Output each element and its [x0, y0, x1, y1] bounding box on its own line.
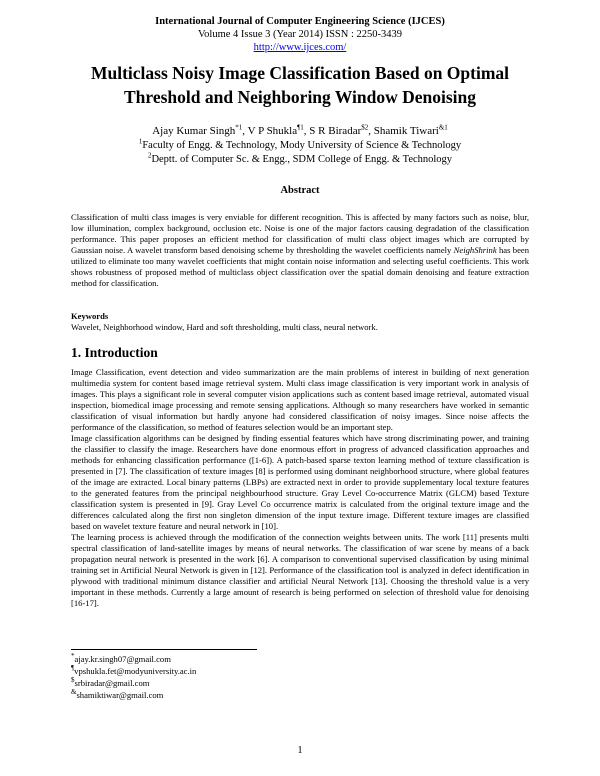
author-4-mark: &1 — [438, 123, 448, 132]
footnote-3-email: srbiradar@gmail.com — [74, 678, 150, 688]
author-4: Shamik Tiwari — [373, 125, 439, 137]
footnote-2 — [71, 666, 196, 677]
journal-volume: Volume 4 Issue 3 (Year 2014) ISSN : 2250-3439 — [197, 29, 403, 40]
author-2-mark: ¶1 — [297, 123, 304, 132]
page-number: 1 — [297, 745, 303, 756]
title-line-2: Threshold and Neighboring Window Denoising — [123, 87, 477, 107]
footnote-3-mark: $ — [71, 676, 75, 685]
journal-url-link[interactable]: http://www.ijces.com/ — [253, 42, 347, 53]
author-3-mark: $2 — [361, 123, 369, 132]
affiliation-1-mark: 1 — [138, 137, 143, 146]
footnote-1-email: ajay.kr.singh07@gmail.com — [74, 654, 171, 664]
footnote-4-mark: & — [71, 688, 77, 697]
footnote-divider — [71, 649, 257, 650]
abstract-heading: Abstract — [280, 185, 320, 196]
keywords-text: Wavelet, Neighborhood window, Hard and soft thresholding, multi class, neural network. — [71, 322, 378, 332]
author-1-mark: *1 — [235, 123, 243, 132]
author-list: Ajay Kumar Singh$^{*1}$, V P Shukla$^{\P 1}$, S R Biradar$^{\$2}$, Shamik Tiwari$^{\&1}$ — [152, 123, 448, 137]
affiliation-1-text: Faculty of Engg. & Technology, Mody University of Science & Technology — [142, 140, 462, 151]
introduction-body — [71, 367, 529, 609]
abstract-text — [71, 212, 529, 289]
footnote-3 — [71, 678, 149, 689]
intro-paragraph-3: The learning process is achieved through the modification of the connection weights between units. The work [11] presents multi spectral classification of land-satellite images by means of neural networks. The classification of war scene by means of a back propagation neural network is presented in the work [6]. A comparison to conventional supervised classification by using minimal training set in Artificial Neural Network is given in [12]. Performance of the classification tool is analyzed in defect identification in plywood with traditional minimum distance classifier and artificial Neural Network [13]. Choosing the threshold value is a very important in these methods. Currently a large amount of research is being performed on selection of threshold value for denoising [16-17]. — [71, 532, 529, 608]
keywords-heading: Keywords — [71, 311, 109, 321]
footnote-1-mark: * — [71, 652, 75, 661]
author-2: V P Shukla — [247, 125, 298, 137]
affiliation-1 — [0, 137, 600, 151]
affiliation-2 — [0, 151, 600, 165]
title-line-1: Multiclass Noisy Image Classification Based on Optimal — [90, 63, 510, 83]
affiliation-2-mark: 2 — [147, 151, 152, 160]
journal-url-line — [0, 42, 600, 53]
author-1: Ajay Kumar Singh — [152, 125, 236, 137]
author-3: S R Biradar — [309, 125, 362, 137]
footnote-2-mark: ¶ — [71, 664, 75, 673]
footnote-2-email: vpshukla.fet@modyuniversity.ac.in — [74, 666, 197, 676]
section-heading-introduction: 1. Introduction — [71, 345, 158, 360]
abstract-text-part-2: has been utilized to eliminate too many wavelet coefficients that might contain noise information and selecting useful coefficients. This work shows robustness of proposed method of multiclass object classification over the spatial domain denoising and feature extraction method for classification. — [71, 245, 529, 288]
intro-paragraph-1: Image Classification, event detection and video summarization are the main problems of interest in building of next generation multimedia system for content based image retrieval system. Multi class image classification is very important work in analysis of images. This plays a significant role in several computer vision applications such as content based image retrieval, automated visual inspection, biomedical image processing and remote sensing applications. Although so many researchers have worked in semantic classification of visual information but hardly anyone had considered classification of noisy images. Since noise affects the performance of the classification, so method of features selection would be an important step. — [71, 367, 529, 432]
abstract-text-part-1: Classification of multi class images is very enviable for different recognition. This is affected by many factors such as noise, blur, low illumination, complex background, occlusion etc. Noise is one of the major factors causing degradation of the classification performance. This paper proposes an efficient method for classification of multi class object images which are corrupted by Gaussian noise. A wavelet transform based denoising scheme by thresholding the wavelet coefficients namely — [71, 212, 529, 255]
journal-name: International Journal of Computer Engineering Science (IJCES) — [155, 16, 445, 27]
intro-paragraph-2: Image classification algorithms can be designed by finding essential features which have strong discriminating power, and training the classifier to classify the image. Researchers have done enormous effort in progress of advanced classification approaches and methods for enhancing classification performance ([1-6]). A patch-based sparse texton learning method of texture classification is presented in [7]. The classification of texture images [8] is performed using dominant neighborhood structure, where global features of the image are extracted. Local binary patterns (LBPs) are extracted next in order to provide supplementary local texture features to the generated features from the principal neighbourhood structure. Gray Level Co-occurrence Matrix (GLCM) based Texture classification system is presented in [9]. Gray Level Co occurrence matrix is calculated from the original texture image and the differences calculated along the first non singleton dimension of the input texture image. Different texture images are classified based on wavelet texture feature and neural network in [10]. — [71, 433, 529, 531]
affiliation-2-text: Deptt. of Computer Sc. & Engg., SDM College of Engg. & Technology — [151, 154, 453, 165]
footnote-4-email: shamiktiwar@gmail.com — [76, 690, 164, 700]
footnote-1 — [71, 654, 171, 665]
paper-title — [0, 61, 600, 109]
footnote-4 — [71, 690, 163, 701]
abstract-method-name: NeighShrink — [453, 245, 497, 255]
